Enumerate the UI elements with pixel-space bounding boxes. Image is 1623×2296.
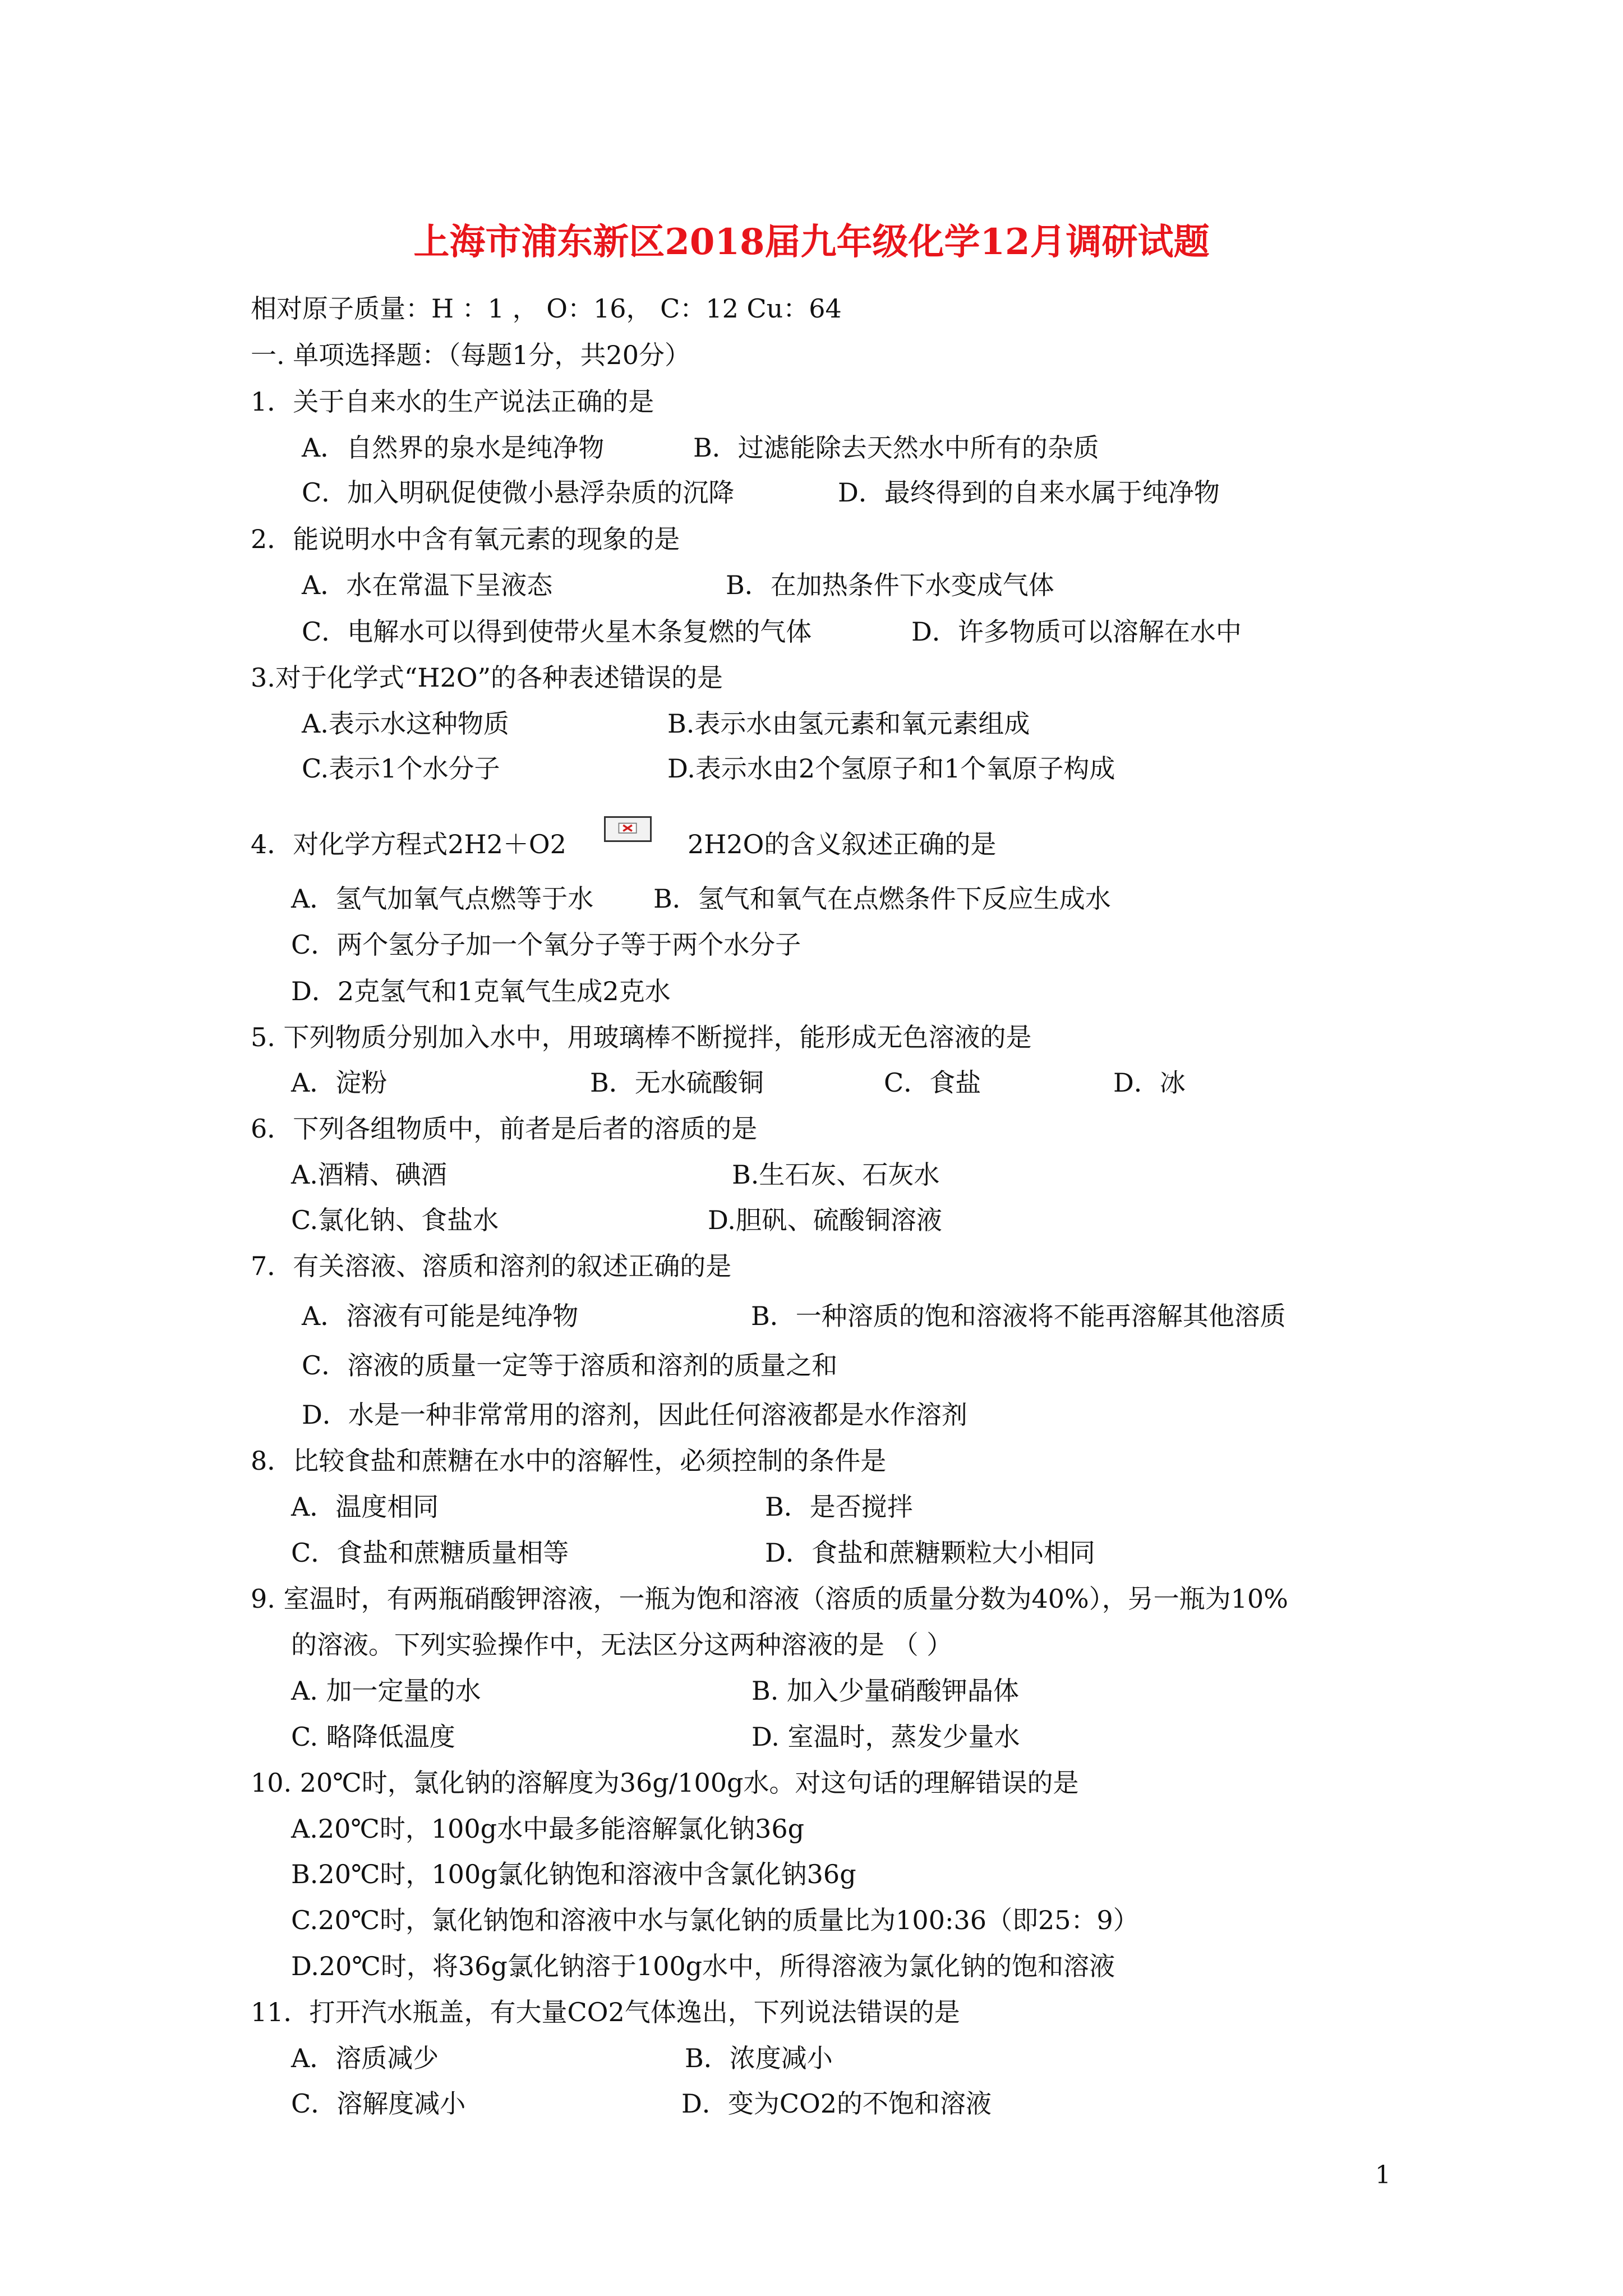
- question-6-option-a: A.酒精、碘酒: [291, 1159, 447, 1190]
- question-9-stem-line1: 9. 室温时，有两瓶硝酸钾溶液，一瓶为饱和溶液（溶质的质量分数为40%），另一瓶为10%: [251, 1584, 1288, 1614]
- question-8-option-b: B．是否搅拌: [765, 1492, 913, 1522]
- question-8-option-c: C．食盐和蔗糖质量相等: [291, 1538, 569, 1568]
- question-6-option-b: B.生石灰、石灰水: [732, 1159, 940, 1190]
- broken-image-icon: [604, 816, 652, 842]
- question-1-option-c: C．加入明矾促使微小悬浮杂质的沉降: [302, 477, 735, 508]
- question-8-option-d: D．食盐和蔗糖颗粒大小相同: [765, 1538, 1095, 1568]
- question-7-option-c: C．溶液的质量一定等于溶质和溶剂的质量之和: [302, 1350, 838, 1381]
- question-2-stem: 2．能说明水中含有氧元素的现象的是: [251, 524, 680, 554]
- question-4-option-c: C．两个氢分子加一个氧分子等于两个水分子: [291, 930, 801, 960]
- question-10-option-b: B.20℃时，100g氯化钠饱和溶液中含氯化钠36g: [291, 1859, 856, 1889]
- question-9-option-c: C. 略降低温度: [291, 1722, 455, 1752]
- atomic-masses-line: 相对原子质量：H ：1 ， O：16， C：12 Cu：64: [251, 293, 842, 324]
- question-4-option-a: A．氢气加氧气点燃等于水: [291, 884, 594, 914]
- exam-title: 上海市浦东新区2018届九年级化学12月调研试题: [413, 221, 1210, 263]
- question-11-stem: 11．打开汽水瓶盖，有大量CO2气体逸出，下列说法错误的是: [251, 1997, 960, 2027]
- question-10-option-a: A.20℃时，100g水中最多能溶解氯化钠36g: [291, 1814, 805, 1844]
- question-10-option-c: C.20℃时，氯化钠饱和溶液中水与氯化钠的质量比为100:36（即25：9）: [291, 1905, 1139, 1935]
- question-8-stem: 8．比较食盐和蔗糖在水中的溶解性，必须控制的条件是: [251, 1446, 887, 1476]
- question-6-stem: 6．下列各组物质中，前者是后者的溶质的是: [251, 1114, 758, 1144]
- question-3-option-c: C.表示1个水分子: [302, 753, 500, 784]
- question-4-option-b: B．氢气和氧气在点燃条件下反应生成水: [653, 884, 1111, 914]
- question-7-stem: 7．有关溶液、溶质和溶剂的叙述正确的是: [251, 1251, 732, 1281]
- question-2-option-b: B．在加热条件下水变成气体: [726, 570, 1054, 600]
- question-3-option-a: A.表示水这种物质: [302, 708, 509, 739]
- question-1-option-d: D．最终得到的自来水属于纯净物: [838, 477, 1220, 508]
- section-heading: 一. 单项选择题：（每题1分，共20分）: [251, 340, 691, 370]
- question-3-option-b: B.表示水由氢元素和氧元素组成: [667, 708, 1030, 739]
- question-6-option-d: D.胆矾、硫酸铜溶液: [708, 1205, 942, 1235]
- question-11-option-a: A．溶质减少: [291, 2043, 439, 2073]
- question-9-option-a: A. 加一定量的水: [291, 1676, 481, 1706]
- question-11-option-b: B．浓度减小: [685, 2043, 833, 2073]
- question-5-option-b: B．无水硫酸铜: [590, 1068, 764, 1098]
- question-7-option-b: B．一种溶质的饱和溶液将不能再溶解其他溶质: [751, 1301, 1286, 1331]
- question-9-option-b: B. 加入少量硝酸钾晶体: [751, 1676, 1020, 1706]
- question-10-stem: 10. 20℃时，氯化钠的溶解度为36g/100g水。对这句话的理解错误的是: [251, 1768, 1079, 1798]
- question-4-option-d: D．2克氢气和1克氧气生成2克水: [291, 976, 671, 1006]
- question-4-stem-part1: 4．对化学方程式2H2＋O2: [251, 829, 566, 859]
- question-11-option-c: C．溶解度减小: [291, 2088, 466, 2119]
- question-3-stem: 3.对于化学式“H2O”的各种表述错误的是: [251, 662, 723, 693]
- question-2-option-c: C．电解水可以得到使带火星木条复燃的气体: [302, 616, 812, 647]
- question-2-option-d: D．许多物质可以溶解在水中: [911, 616, 1242, 647]
- question-5-option-d: D．冰: [1113, 1068, 1186, 1098]
- question-8-option-a: A．温度相同: [291, 1492, 439, 1522]
- question-5-option-a: A．淀粉: [291, 1068, 388, 1098]
- question-7-option-d: D．水是一种非常常用的溶剂，因此任何溶液都是水作溶剂: [302, 1400, 967, 1430]
- question-9-option-d: D. 室温时，蒸发少量水: [751, 1722, 1020, 1752]
- question-9-stem-line2: 的溶液。下列实验操作中，无法区分这两种溶液的是 （ ）: [291, 1630, 953, 1660]
- question-3-option-d: D.表示水由2个氢原子和1个氧原子构成: [667, 753, 1115, 784]
- question-2-option-a: A．水在常温下呈液态: [302, 570, 553, 600]
- question-6-option-c: C.氯化钠、食盐水: [291, 1205, 499, 1235]
- question-1-option-a: A．自然界的泉水是纯净物: [302, 432, 605, 463]
- question-1-option-b: B．过滤能除去天然水中所有的杂质: [693, 432, 1099, 463]
- question-10-option-d: D.20℃时，将36g氯化钠溶于100g水中，所得溶液为氯化钠的饱和溶液: [291, 1951, 1115, 1981]
- page-number: 1: [1375, 2161, 1391, 2189]
- question-5-stem: 5. 下列物质分别加入水中，用玻璃棒不断搅拌，能形成无色溶液的是: [251, 1022, 1032, 1052]
- question-4-stem-part2: 2H2O的含义叙述正确的是: [688, 829, 997, 859]
- question-7-option-a: A．溶液有可能是纯净物: [302, 1301, 579, 1331]
- question-5-option-c: C．食盐: [884, 1068, 981, 1098]
- question-11-option-d: D．变为CO2的不饱和溶液: [681, 2088, 992, 2119]
- question-1-stem: 1．关于自来水的生产说法正确的是: [251, 386, 654, 417]
